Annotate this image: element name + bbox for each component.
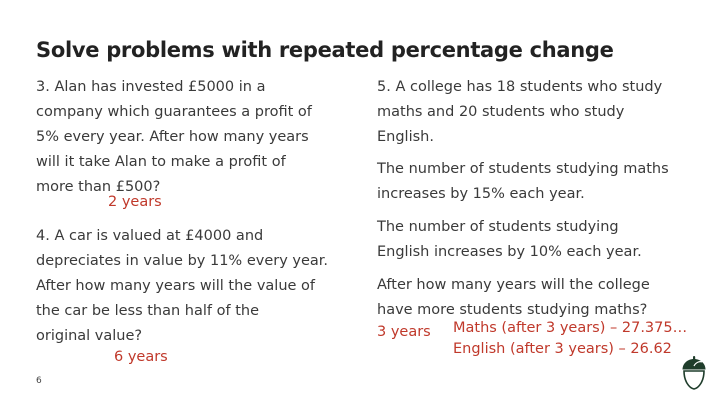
question-4-line: 4. A car is valued at £4000 and bbox=[36, 228, 264, 244]
question-5-answer: 3 years bbox=[377, 324, 431, 340]
question-3-answer: 2 years bbox=[108, 194, 162, 210]
question-5-line: 5. A college has 18 students who study bbox=[377, 79, 663, 95]
question-3-line: more than £500? bbox=[36, 179, 161, 195]
question-5-line: English. bbox=[377, 129, 434, 145]
question-4-line: original value? bbox=[36, 328, 143, 344]
page-number: 6 bbox=[36, 376, 42, 386]
acorn-stem bbox=[693, 356, 695, 360]
question-3-line: will it take Alan to make a profit of bbox=[36, 154, 286, 170]
question-5-working-maths: Maths (after 3 years) – 27.375… bbox=[453, 320, 688, 336]
question-3-line: company which guarantees a profit of bbox=[36, 104, 312, 120]
question-5-working-english: English (after 3 years) – 26.62 bbox=[453, 341, 672, 357]
acorn-cap bbox=[683, 359, 706, 370]
question-5-line: The number of students studying maths bbox=[377, 161, 669, 177]
question-5-intro bbox=[377, 75, 662, 150]
question-4-answer: 6 years bbox=[114, 349, 168, 365]
slide-title: Solve problems with repeated percentage change bbox=[36, 38, 614, 62]
question-5-maths-rate bbox=[377, 157, 669, 207]
question-5-line: English increases by 10% each year. bbox=[377, 244, 642, 260]
question-3-text bbox=[36, 75, 312, 200]
question-4-line: After how many years will the value of bbox=[36, 278, 316, 294]
question-3-line: 3. Alan has invested £5000 in a bbox=[36, 79, 266, 95]
question-5-line: The number of students studying bbox=[377, 219, 619, 235]
question-4-text bbox=[36, 224, 328, 349]
question-5-line: have more students studying maths? bbox=[377, 302, 648, 318]
question-5-question bbox=[377, 273, 650, 323]
acorn-nut bbox=[684, 371, 704, 389]
question-4-line: the car be less than half of the bbox=[36, 303, 259, 319]
acorn-icon bbox=[681, 356, 707, 390]
question-5-line: increases by 15% each year. bbox=[377, 186, 585, 202]
question-5-line: maths and 20 students who study bbox=[377, 104, 625, 120]
question-5-english-rate bbox=[377, 215, 642, 265]
question-3-line: 5% every year. After how many years bbox=[36, 129, 309, 145]
question-5-line: After how many years will the college bbox=[377, 277, 650, 293]
question-4-line: depreciates in value by 11% every year. bbox=[36, 253, 329, 269]
